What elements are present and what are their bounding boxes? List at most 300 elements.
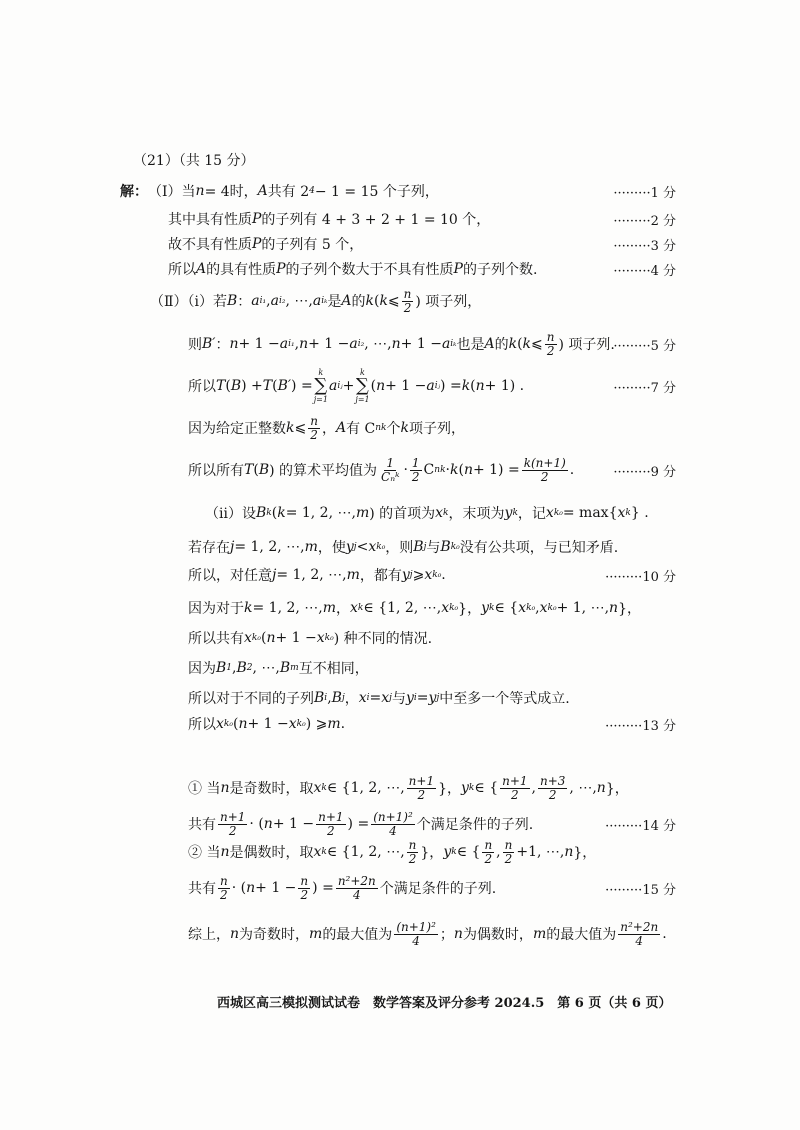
fraction-denominator: 2 bbox=[327, 823, 335, 838]
text-run: ( bbox=[260, 630, 267, 646]
sigma-symbol: ∑ bbox=[356, 375, 369, 396]
math-variable: x bbox=[313, 844, 322, 860]
math-variable: x bbox=[316, 630, 325, 646]
math-variable: x bbox=[441, 600, 450, 616]
text-run: }， bbox=[573, 845, 597, 861]
subscript: i bbox=[366, 693, 370, 703]
score-marker: ·········13 分 bbox=[605, 718, 676, 734]
subscript: 1 bbox=[226, 663, 233, 673]
text-run: 所以共有 bbox=[188, 631, 244, 647]
solution-line bbox=[150, 286, 481, 316]
text-run: 若存在 bbox=[188, 540, 230, 556]
text-run: ，使 bbox=[317, 540, 346, 556]
math-variable: B bbox=[227, 293, 238, 309]
subscript: k bbox=[451, 847, 457, 857]
subscript: k₀ bbox=[296, 719, 306, 729]
math-variable: n bbox=[463, 462, 473, 478]
math-variable: a bbox=[441, 336, 451, 352]
math-variable: m bbox=[346, 567, 360, 583]
math-variable: k bbox=[400, 420, 409, 436]
text-run: ) 的首项为 bbox=[369, 506, 436, 522]
text-run: 的子列有 5 个， bbox=[261, 237, 364, 253]
solution-line bbox=[188, 653, 369, 683]
fraction-denominator: 2 bbox=[546, 343, 555, 358]
math-variable: k bbox=[379, 293, 388, 309]
fraction-numerator: 1 bbox=[386, 455, 395, 470]
solution-line bbox=[188, 455, 574, 485]
text-run: 与 bbox=[391, 691, 406, 707]
fraction bbox=[522, 457, 568, 484]
text-run: ( bbox=[225, 378, 231, 394]
fraction-numerator: n+3 bbox=[540, 773, 566, 788]
math-variable: y bbox=[401, 567, 410, 583]
fraction-numerator: n+1 bbox=[408, 773, 435, 788]
fraction-numerator: n bbox=[484, 837, 493, 852]
text-run: ： bbox=[215, 337, 230, 353]
text-run: ) = bbox=[440, 378, 462, 394]
subscript: k bbox=[489, 603, 495, 613]
score-marker: ·········3 分 bbox=[613, 238, 676, 254]
math-variable: x bbox=[244, 630, 252, 646]
score-marker: ·········1 分 bbox=[613, 185, 676, 201]
text-run: = 1, 2, ⋯, bbox=[234, 539, 305, 555]
math-variable: B bbox=[236, 660, 247, 676]
text-run: ： bbox=[237, 294, 252, 310]
text-run: ， bbox=[321, 421, 336, 437]
subscript: i bbox=[413, 693, 417, 703]
math-variable: a bbox=[279, 336, 289, 352]
fraction bbox=[503, 839, 515, 866]
text-run: 共有 bbox=[188, 881, 216, 897]
text-run: 所以 bbox=[188, 717, 216, 733]
text-run: . bbox=[662, 926, 667, 942]
text-run: , ⋯, bbox=[569, 780, 597, 796]
fraction-numerator: n bbox=[220, 873, 228, 888]
fraction bbox=[218, 811, 247, 838]
solution-line bbox=[188, 919, 667, 949]
text-run: }， bbox=[458, 601, 482, 617]
text-run: 的最大值为 bbox=[322, 927, 393, 943]
text-run: + 1 − bbox=[272, 816, 315, 832]
fraction-numerator: n+1 bbox=[220, 809, 246, 824]
text-run: < bbox=[356, 539, 369, 555]
text-run: 为奇数时， bbox=[239, 927, 310, 943]
solution-line bbox=[188, 413, 465, 443]
text-run: 的 bbox=[351, 294, 366, 310]
math-variable: x bbox=[216, 716, 224, 732]
solution-line bbox=[188, 773, 629, 803]
fraction-numerator: n bbox=[300, 873, 309, 888]
text-run: ( bbox=[370, 378, 377, 394]
subscript: i₂ bbox=[357, 339, 365, 349]
fraction bbox=[410, 457, 422, 484]
fraction bbox=[308, 415, 320, 442]
math-variable: P bbox=[252, 211, 262, 227]
text-run: 是 bbox=[327, 294, 342, 310]
math-variable: y bbox=[443, 844, 452, 860]
subscript: k₀ bbox=[547, 603, 557, 613]
fraction-denominator: 2 bbox=[511, 787, 519, 802]
solution-line bbox=[188, 560, 446, 590]
text-run: . bbox=[340, 716, 346, 732]
text-run: ，则 bbox=[385, 540, 414, 556]
fraction-denominator: 4 bbox=[352, 887, 361, 902]
text-run: 个满足条件的子列. bbox=[379, 881, 497, 897]
text-run: 综上， bbox=[188, 927, 230, 943]
subscript: i bbox=[324, 693, 328, 703]
text-run: ∈ { bbox=[494, 600, 519, 616]
math-variable: n bbox=[266, 630, 276, 646]
subscript: i₁ bbox=[259, 296, 267, 306]
math-variable: A bbox=[257, 183, 268, 199]
text-run: 共有 2 bbox=[267, 184, 310, 200]
subscript: j bbox=[341, 693, 345, 703]
text-run: + 1 − bbox=[400, 336, 442, 352]
fraction-denominator: 2 bbox=[484, 851, 493, 866]
score-marker: ·········10 分 bbox=[605, 569, 676, 585]
solution-line bbox=[188, 593, 641, 623]
text-run: + 1 − bbox=[238, 336, 280, 352]
subscript: iⱼ bbox=[337, 381, 343, 391]
text-run: ) = bbox=[347, 816, 370, 832]
text-run: ( bbox=[458, 462, 464, 478]
math-variable: k bbox=[244, 600, 253, 616]
superscript: k bbox=[440, 465, 446, 475]
text-run: ⩽ bbox=[531, 336, 543, 352]
solution-line bbox=[168, 254, 537, 284]
fraction-denominator: 2 bbox=[540, 469, 549, 484]
math-variable: n bbox=[609, 600, 619, 616]
text-run: 个 bbox=[386, 421, 401, 437]
math-variable: n bbox=[220, 780, 230, 796]
text-run: 共有 bbox=[188, 817, 216, 833]
fraction-numerator: (n+1)² bbox=[396, 919, 436, 934]
text-run: ，都有 bbox=[359, 568, 402, 584]
math-variable: y bbox=[461, 780, 469, 796]
text-run: ∈ { bbox=[456, 844, 481, 860]
math-variable: k bbox=[449, 462, 459, 478]
text-run: , ⋯, bbox=[285, 293, 313, 309]
text-run: ， bbox=[336, 601, 351, 617]
subscript: j bbox=[353, 542, 357, 552]
text-run: ) 项子列， bbox=[415, 294, 482, 310]
question-header: （21）（共 15 分） bbox=[133, 153, 255, 169]
text-run: , bbox=[496, 844, 501, 860]
fraction-denominator: 2 bbox=[228, 823, 237, 838]
math-variable: A bbox=[335, 420, 347, 436]
math-variable: x bbox=[435, 505, 444, 521]
text-run: ) = bbox=[291, 378, 313, 394]
text-run: 的子列个数. bbox=[462, 262, 538, 278]
solution-line bbox=[188, 623, 432, 653]
subscript: n bbox=[434, 465, 441, 475]
fraction bbox=[538, 775, 567, 802]
math-variable: x bbox=[358, 690, 367, 706]
subscript: k bbox=[443, 508, 449, 518]
math-variable: n bbox=[246, 880, 256, 896]
subscript: k bbox=[321, 847, 327, 857]
fraction-denominator: 2 bbox=[548, 787, 557, 802]
math-variable: x bbox=[288, 716, 297, 732]
fraction-denominator: 2 bbox=[310, 427, 318, 442]
fraction bbox=[371, 811, 415, 838]
subscript: k₀ bbox=[432, 570, 442, 580]
math-variable: a bbox=[328, 378, 338, 394]
text-run: ( bbox=[232, 716, 239, 732]
text-run: 的子列有 4 + 3 + 2 + 1 = 10 个， bbox=[261, 212, 491, 228]
fraction-numerator: n²+2n bbox=[337, 873, 376, 888]
fraction bbox=[545, 331, 557, 358]
subscript: k bbox=[266, 508, 272, 518]
text-run: ∈ {1, 2, ⋯, bbox=[363, 600, 442, 616]
subscript: k bbox=[357, 603, 364, 613]
subscript: n bbox=[375, 423, 382, 433]
fraction bbox=[218, 875, 230, 902]
math-variable: n bbox=[230, 926, 240, 942]
text-run: ⩽ bbox=[387, 293, 400, 309]
text-run: ( bbox=[517, 336, 523, 352]
text-run: ， bbox=[344, 691, 359, 707]
math-variable: T bbox=[216, 378, 226, 394]
text-run: （Ⅰ）当 bbox=[148, 184, 196, 200]
summation bbox=[314, 368, 328, 404]
text-run: 所以对于不同的子列 bbox=[188, 691, 314, 707]
solution-line bbox=[188, 368, 525, 404]
math-variable: P bbox=[252, 236, 262, 252]
text-run: }， bbox=[420, 845, 444, 861]
math-variable: x bbox=[617, 505, 626, 521]
text-run: + 1 − bbox=[385, 378, 427, 394]
math-variable: A bbox=[484, 336, 495, 352]
text-run: , bbox=[327, 690, 332, 706]
math-variable: k bbox=[508, 336, 518, 352]
fraction bbox=[407, 839, 419, 866]
math-variable: A bbox=[196, 261, 207, 277]
score-marker: ·········5 分 bbox=[613, 338, 676, 354]
text-run: }， bbox=[618, 601, 641, 617]
sum-upper-limit: k bbox=[318, 368, 324, 377]
sigma-symbol: ∑ bbox=[314, 375, 328, 396]
text-run: ( bbox=[272, 378, 278, 394]
math-variable: x bbox=[368, 539, 377, 555]
math-variable: x bbox=[518, 600, 527, 616]
text-run: · ( bbox=[249, 816, 264, 832]
math-variable: A bbox=[341, 293, 352, 309]
solution-line bbox=[188, 837, 596, 867]
fraction-denominator: 2 bbox=[504, 851, 513, 866]
solution-line bbox=[188, 532, 618, 562]
score-marker: ·········4 分 bbox=[613, 263, 676, 279]
fraction-numerator: n bbox=[546, 329, 555, 344]
math-variable: m bbox=[309, 926, 323, 942]
fraction bbox=[316, 811, 345, 838]
text-run: + 1 − bbox=[247, 716, 289, 732]
subscript: k₀ bbox=[324, 633, 334, 643]
math-variable: m bbox=[327, 716, 341, 732]
math-variable: n bbox=[376, 378, 386, 394]
fraction-numerator: 1 bbox=[411, 455, 420, 470]
math-variable: j bbox=[272, 567, 277, 583]
math-variable: a bbox=[270, 293, 279, 309]
text-run: + bbox=[342, 378, 355, 394]
math-variable: B bbox=[258, 462, 270, 478]
text-run: · bbox=[445, 462, 450, 478]
fraction-denominator: 2 bbox=[220, 887, 228, 902]
fraction-denominator: 4 bbox=[389, 823, 397, 838]
math-variable: B bbox=[279, 660, 291, 676]
subscript: k bbox=[468, 783, 475, 793]
math-variable: n bbox=[453, 926, 463, 942]
math-variable: B bbox=[314, 690, 325, 706]
math-variable: k bbox=[365, 293, 374, 309]
math-variable: a bbox=[426, 378, 435, 394]
sum-lower-limit: j=1 bbox=[355, 395, 370, 404]
fraction bbox=[379, 457, 401, 484]
math-variable: x bbox=[545, 505, 554, 521]
subscript: j bbox=[389, 693, 392, 703]
math-variable: a bbox=[312, 293, 322, 309]
text-run: ，末项为 bbox=[448, 506, 505, 522]
text-run: 项子列， bbox=[409, 421, 465, 437]
text-run: = bbox=[416, 690, 429, 706]
text-run: = 4时， bbox=[204, 184, 258, 200]
math-variable: m bbox=[304, 539, 318, 555]
math-variable: m bbox=[355, 505, 370, 521]
text-run: ② 当 bbox=[188, 845, 221, 861]
subscript: i₂ bbox=[278, 296, 286, 306]
fraction bbox=[298, 875, 310, 902]
text-run: 有 C bbox=[346, 421, 376, 437]
text-run: , ⋯, bbox=[252, 660, 280, 676]
solution-line bbox=[188, 329, 615, 359]
math-variable: k bbox=[461, 378, 471, 394]
math-variable: B bbox=[255, 505, 267, 521]
text-run: 中至多一个等式成立. bbox=[439, 691, 570, 707]
summation bbox=[355, 368, 369, 404]
math-variable: n bbox=[220, 844, 230, 860]
text-run: 互不相同， bbox=[298, 661, 369, 677]
math-variable: k bbox=[522, 336, 532, 352]
subscript: j bbox=[409, 570, 413, 580]
fraction bbox=[394, 921, 438, 948]
subscript: k bbox=[321, 783, 327, 793]
text-run: ) = bbox=[312, 880, 334, 896]
fraction-denominator: 2 bbox=[408, 851, 417, 866]
subscript: k₀ bbox=[251, 633, 261, 643]
text-run: . bbox=[441, 567, 446, 583]
text-run: 所以 bbox=[168, 262, 196, 278]
fraction bbox=[500, 775, 529, 802]
math-variable: n bbox=[238, 716, 248, 732]
math-variable: y bbox=[481, 600, 489, 616]
fraction bbox=[618, 921, 660, 948]
text-run: 因为 bbox=[188, 661, 216, 677]
math-variable: m bbox=[532, 926, 547, 942]
text-run: +1, ⋯, bbox=[516, 844, 565, 860]
math-variable: B′ bbox=[277, 378, 292, 394]
solution-line bbox=[120, 176, 439, 206]
math-variable: x bbox=[539, 600, 548, 616]
text-run: ∈ {1, 2, ⋯, bbox=[326, 780, 405, 796]
subscript: 2 bbox=[246, 663, 253, 673]
score-marker: ·········14 分 bbox=[605, 818, 676, 834]
text-run: ) + bbox=[241, 378, 263, 394]
page-footer: 西城区高三模拟测试试卷 数学答案及评分参考 2024.5 第 6 页（共 6 页） bbox=[217, 996, 672, 1011]
fraction-numerator: (n+1)² bbox=[373, 809, 413, 824]
text-run: } . bbox=[630, 505, 649, 521]
text-run: ( bbox=[253, 462, 259, 478]
text-run: . bbox=[569, 462, 575, 478]
text-run: 个满足条件的子列. bbox=[416, 817, 534, 833]
math-variable: n bbox=[596, 780, 606, 796]
math-variable: y bbox=[428, 690, 437, 706]
subscript: i₁ bbox=[288, 339, 295, 349]
text-run: 故不具有性质 bbox=[168, 237, 252, 253]
text-run: ( bbox=[271, 505, 278, 521]
text-run: ) 种不同的情况. bbox=[333, 631, 433, 647]
subscript: j bbox=[423, 542, 427, 552]
fraction-denominator: 2 bbox=[403, 300, 412, 315]
fraction bbox=[402, 288, 414, 315]
text-run: = max{ bbox=[562, 505, 618, 521]
fraction-denominator: 2 bbox=[411, 469, 420, 484]
subscript: iₖ bbox=[321, 296, 328, 306]
solution-line bbox=[205, 498, 649, 528]
text-run: }， bbox=[438, 781, 461, 797]
math-variable: n bbox=[195, 183, 205, 199]
math-variable: n bbox=[475, 378, 485, 394]
text-run: = bbox=[369, 690, 382, 706]
text-run: 因为给定正整数 bbox=[188, 421, 286, 437]
math-variable: T bbox=[244, 462, 254, 478]
math-variable: y bbox=[504, 505, 513, 521]
math-variable: n bbox=[299, 336, 309, 352]
subscript: j bbox=[436, 693, 440, 703]
text-run: ① 当 bbox=[188, 781, 221, 797]
text-run: + 1 − bbox=[255, 880, 297, 896]
math-variable: B bbox=[331, 690, 342, 706]
math-variable: a bbox=[349, 336, 358, 352]
subscript: k₀ bbox=[450, 542, 460, 552]
text-run: ( bbox=[373, 293, 380, 309]
score-marker: ·········9 分 bbox=[613, 464, 676, 480]
score-marker: ·········2 分 bbox=[613, 213, 676, 229]
math-variable: n bbox=[564, 844, 574, 860]
math-variable: B bbox=[216, 660, 227, 676]
math-variable: k bbox=[277, 505, 286, 521]
fraction-numerator: k(n+1) bbox=[523, 455, 566, 470]
score-marker: ·········7 分 bbox=[613, 380, 676, 396]
text-run: , bbox=[531, 780, 536, 796]
text-run: 是偶数时，取 bbox=[229, 845, 314, 861]
text-run: （Ⅱ）（ⅰ）若 bbox=[150, 294, 227, 310]
subscript: m bbox=[290, 663, 299, 673]
math-variable: T bbox=[262, 378, 273, 394]
subscript: k₀ bbox=[223, 719, 233, 729]
fraction-denominator: 4 bbox=[412, 933, 420, 948]
subscript: iₖ bbox=[450, 339, 457, 349]
math-variable: n bbox=[229, 336, 239, 352]
text-run: + 1) = bbox=[472, 462, 520, 478]
text-run: ) 项子列. bbox=[558, 337, 615, 353]
text-run: 与 bbox=[426, 540, 441, 556]
fraction-numerator: n+1 bbox=[502, 773, 528, 788]
text-run: · ( bbox=[231, 880, 247, 896]
superscript: k bbox=[381, 423, 387, 433]
text-run: + 1 − bbox=[275, 630, 317, 646]
math-variable: B bbox=[413, 539, 424, 555]
math-variable: y bbox=[345, 539, 354, 555]
